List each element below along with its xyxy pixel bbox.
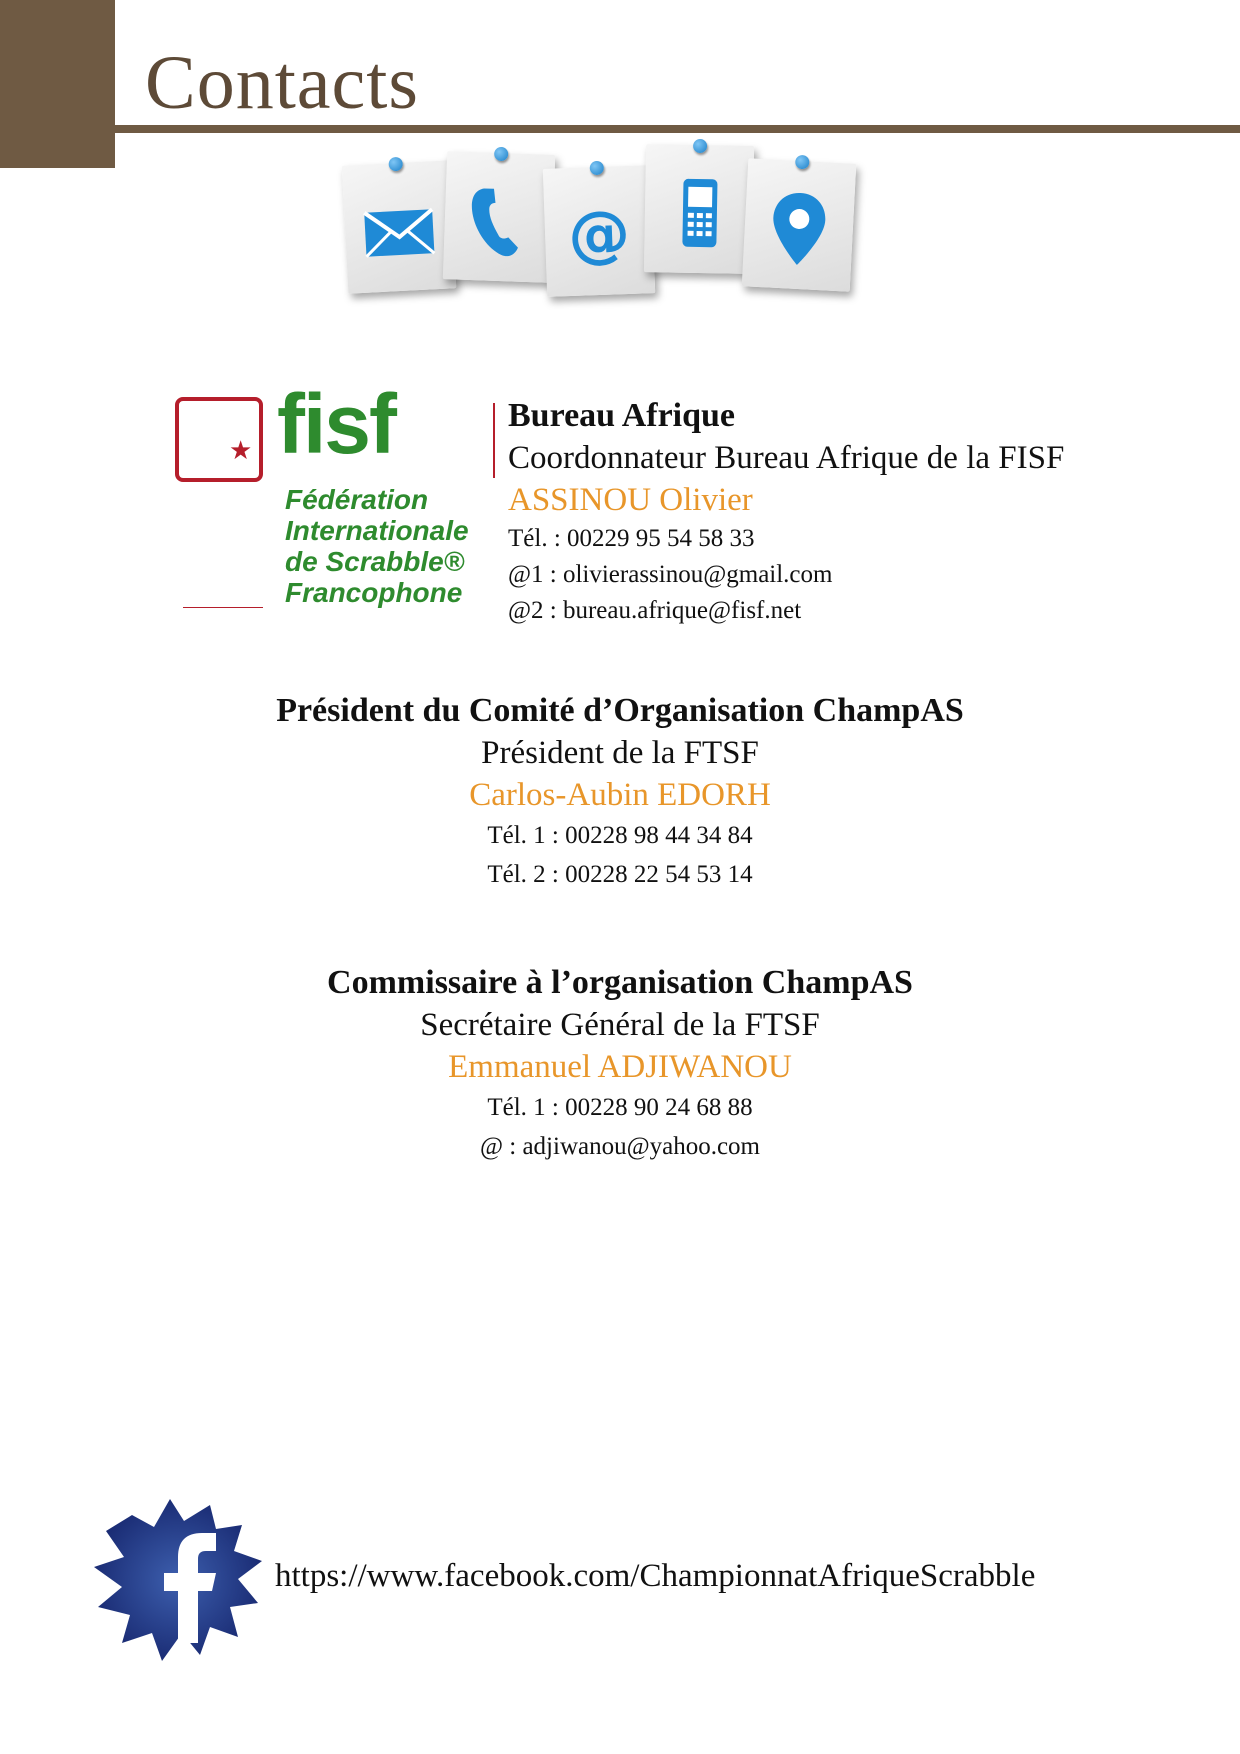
at-note [543,165,655,297]
phone-note [443,151,555,283]
facebook-icon [92,1495,272,1665]
commissaire-name: Emmanuel ADJIWANOU [448,1049,792,1085]
logo-name-line: de Scrabble® [285,546,465,577]
president-phone-2: Tél. 2 : 00228 22 54 53 14 [487,861,753,888]
pin-icon [795,155,810,170]
contact-icons-banner [345,145,895,320]
president-heading: Président du Comité d’Organisation ChampAS [276,692,964,729]
commissaire-heading: Commissaire à l’organisation ChampAS [327,964,913,1001]
logo-name-line: Francophone [285,577,463,608]
mobile-note [644,144,754,274]
president-role: Président de la FTSF [481,735,759,771]
at-sign-icon [558,194,641,277]
bureau-afrique-contact [508,395,1064,629]
corner-decoration [0,0,115,168]
envelope-note [342,160,457,293]
commissaire-contact [0,962,1240,1166]
bureau-name: ASSINOU Olivier [508,482,753,518]
location-note [742,158,857,291]
pin-icon [494,147,508,161]
envelope-icon [357,189,441,273]
logo-name-line: Fédération [285,484,429,515]
location-pin-icon [757,187,841,271]
facebook-link[interactable]: https://www.facebook.com/ChampionnatAfriqueScrabble [275,1558,1036,1594]
page-title: Contacts [145,41,419,125]
logo-divider [493,403,495,478]
star-icon: ★ [229,436,253,466]
bureau-email-2: @2 : bureau.afrique@fisf.net [508,597,802,624]
president-phone-1: Tél. 1 : 00228 98 44 34 84 [487,822,753,849]
bureau-role: Coordonnateur Bureau Afrique de la FISF [508,440,1065,476]
bureau-email-1: @1 : olivierassinou@gmail.com [508,561,833,588]
commissaire-email: @ : adjiwanou@yahoo.com [479,1133,761,1160]
pin-icon [590,161,604,175]
commissaire-phone-1: Tél. 1 : 00228 90 24 68 88 [487,1094,753,1121]
bureau-phone: Tél. : 00229 95 54 58 33 [508,525,755,552]
commissaire-role: Secrétaire Général de la FTSF [420,1007,820,1043]
logo-name-line: Internationale [285,515,469,546]
logo-underline [183,607,263,608]
phone-icon [457,180,540,263]
svg-text:@: @ [566,195,632,272]
logo-acronym: fisf [277,377,395,471]
pin-icon [693,139,707,153]
mobile-phone-icon [658,172,739,253]
bureau-heading: Bureau Afrique [508,397,736,434]
president-name: Carlos-Aubin EDORH [469,777,771,813]
pin-icon [388,157,403,172]
logo-fullname [285,484,469,608]
fisf-logo [175,377,500,617]
president-contact [0,690,1240,894]
